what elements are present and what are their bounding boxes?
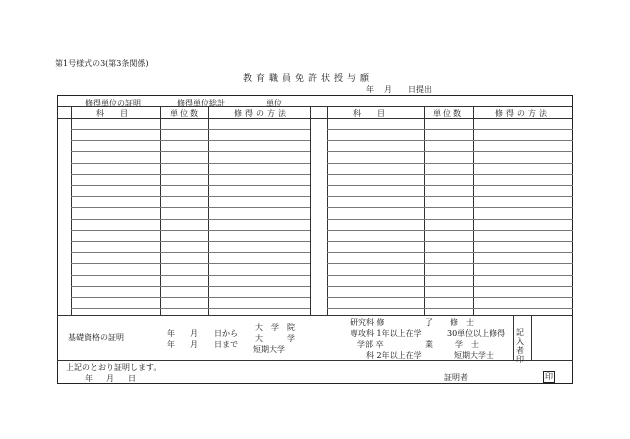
to-month: 月: [190, 340, 198, 349]
left-subject-col: [160, 106, 161, 315]
table-bottom: [57, 315, 573, 316]
header-divider: [57, 118, 573, 119]
table-row-line: [327, 129, 573, 130]
table-row-line: [71, 196, 310, 197]
summary-divider: [57, 106, 573, 107]
table-row-line: [327, 297, 573, 298]
total-credits-unit: 単位: [266, 99, 282, 108]
table-row-line: [71, 207, 310, 208]
table-row-line: [71, 263, 310, 264]
degree-line-4a: 科 2年以上在学: [366, 351, 422, 360]
degree-line-1b: 了: [425, 318, 433, 327]
total-credits-label: 修得単位総計: [177, 99, 225, 108]
table-row-line: [71, 252, 310, 253]
right-subject-col: [424, 106, 425, 315]
left-credits-col: [208, 106, 209, 315]
left-margin-col: [71, 106, 72, 315]
table-row-line: [327, 275, 573, 276]
left-method-col: [310, 106, 311, 315]
table-row-line: [327, 207, 573, 208]
header-method-left: 修得の方法: [234, 109, 289, 118]
credit-certificate-form: [57, 95, 573, 384]
submit-day: 日提出: [408, 85, 432, 94]
form-id: 第1号様式の3(第3条関係): [55, 59, 149, 68]
certify-text: 上記のとおり証明します。: [66, 363, 162, 372]
degree-line-1c: 修 士: [450, 318, 474, 327]
table-row-line: [327, 286, 573, 287]
from-year: 年: [167, 329, 175, 338]
table-row-line: [71, 308, 310, 309]
table-row-line: [327, 185, 573, 186]
from-month: 月: [190, 329, 198, 338]
seal-box: 印: [545, 372, 553, 381]
table-row-line: [327, 241, 573, 242]
header-method-right: 修得の方法: [495, 109, 550, 118]
degree-line-1a: 研究科 修: [350, 318, 385, 327]
writer-seal-divider: [513, 315, 514, 360]
school-graduate: 大 学 院: [255, 323, 295, 332]
school-university: 大 学: [255, 334, 295, 343]
header-credits-left: 単位数: [170, 109, 200, 118]
qualification-bottom: [57, 360, 573, 361]
table-row-line: [327, 140, 573, 141]
qualification-label: 基礎資格の証明: [68, 333, 124, 342]
table-row-line: [71, 174, 310, 175]
header-credits-right: 単位数: [433, 109, 463, 118]
certify-year: 年: [85, 374, 93, 383]
credit-cert-label: 修得単位の証明: [85, 99, 141, 108]
submit-year: 年: [366, 85, 374, 94]
table-row-line: [71, 151, 310, 152]
table-row-line: [327, 308, 573, 309]
certify-month: 月: [106, 374, 114, 383]
school-junior: 短期大学: [253, 345, 285, 354]
table-row-line: [71, 140, 310, 141]
degree-line-3b: 業: [425, 340, 433, 349]
table-row-line: [327, 151, 573, 152]
table-row-line: [71, 185, 310, 186]
writer-seal-divider-2: [531, 315, 532, 360]
right-margin-col: [327, 106, 328, 315]
degree-line-4c: 短期大学士: [454, 351, 494, 360]
table-row-line: [71, 297, 310, 298]
degree-line-3a: 学部 卒: [357, 340, 384, 349]
table-row-line: [71, 129, 310, 130]
header-subject-left: 科 目: [96, 109, 128, 118]
submit-month: 月: [384, 85, 392, 94]
table-row-line: [327, 230, 573, 231]
degree-line-3c: 学 士: [455, 340, 479, 349]
table-row-line: [71, 241, 310, 242]
degree-line-2c: 30単位以上修得: [447, 329, 506, 338]
page-title: 教育職員免許状授与願: [243, 74, 374, 84]
table-row-line: [327, 252, 573, 253]
writer-seal-label: 記入者印: [516, 328, 524, 364]
to-year: 年: [167, 340, 175, 349]
table-row-line: [71, 275, 310, 276]
table-row-line: [327, 219, 573, 220]
from-day: 日から: [214, 329, 238, 338]
table-row-line: [71, 230, 310, 231]
degree-line-2a: 専攻科 1年以上在学: [350, 329, 422, 338]
table-row-line: [327, 263, 573, 264]
table-row-line: [71, 219, 310, 220]
certify-day: 日: [128, 374, 136, 383]
right-credits-col: [473, 106, 474, 315]
certifier-label: 証明者: [444, 373, 468, 382]
table-row-line: [327, 174, 573, 175]
table-row-line: [71, 286, 310, 287]
table-row-line: [327, 163, 573, 164]
table-row-line: [327, 196, 573, 197]
table-row-line: [71, 163, 310, 164]
header-subject-right: 科 目: [353, 109, 385, 118]
to-day: 日まで: [214, 340, 238, 349]
